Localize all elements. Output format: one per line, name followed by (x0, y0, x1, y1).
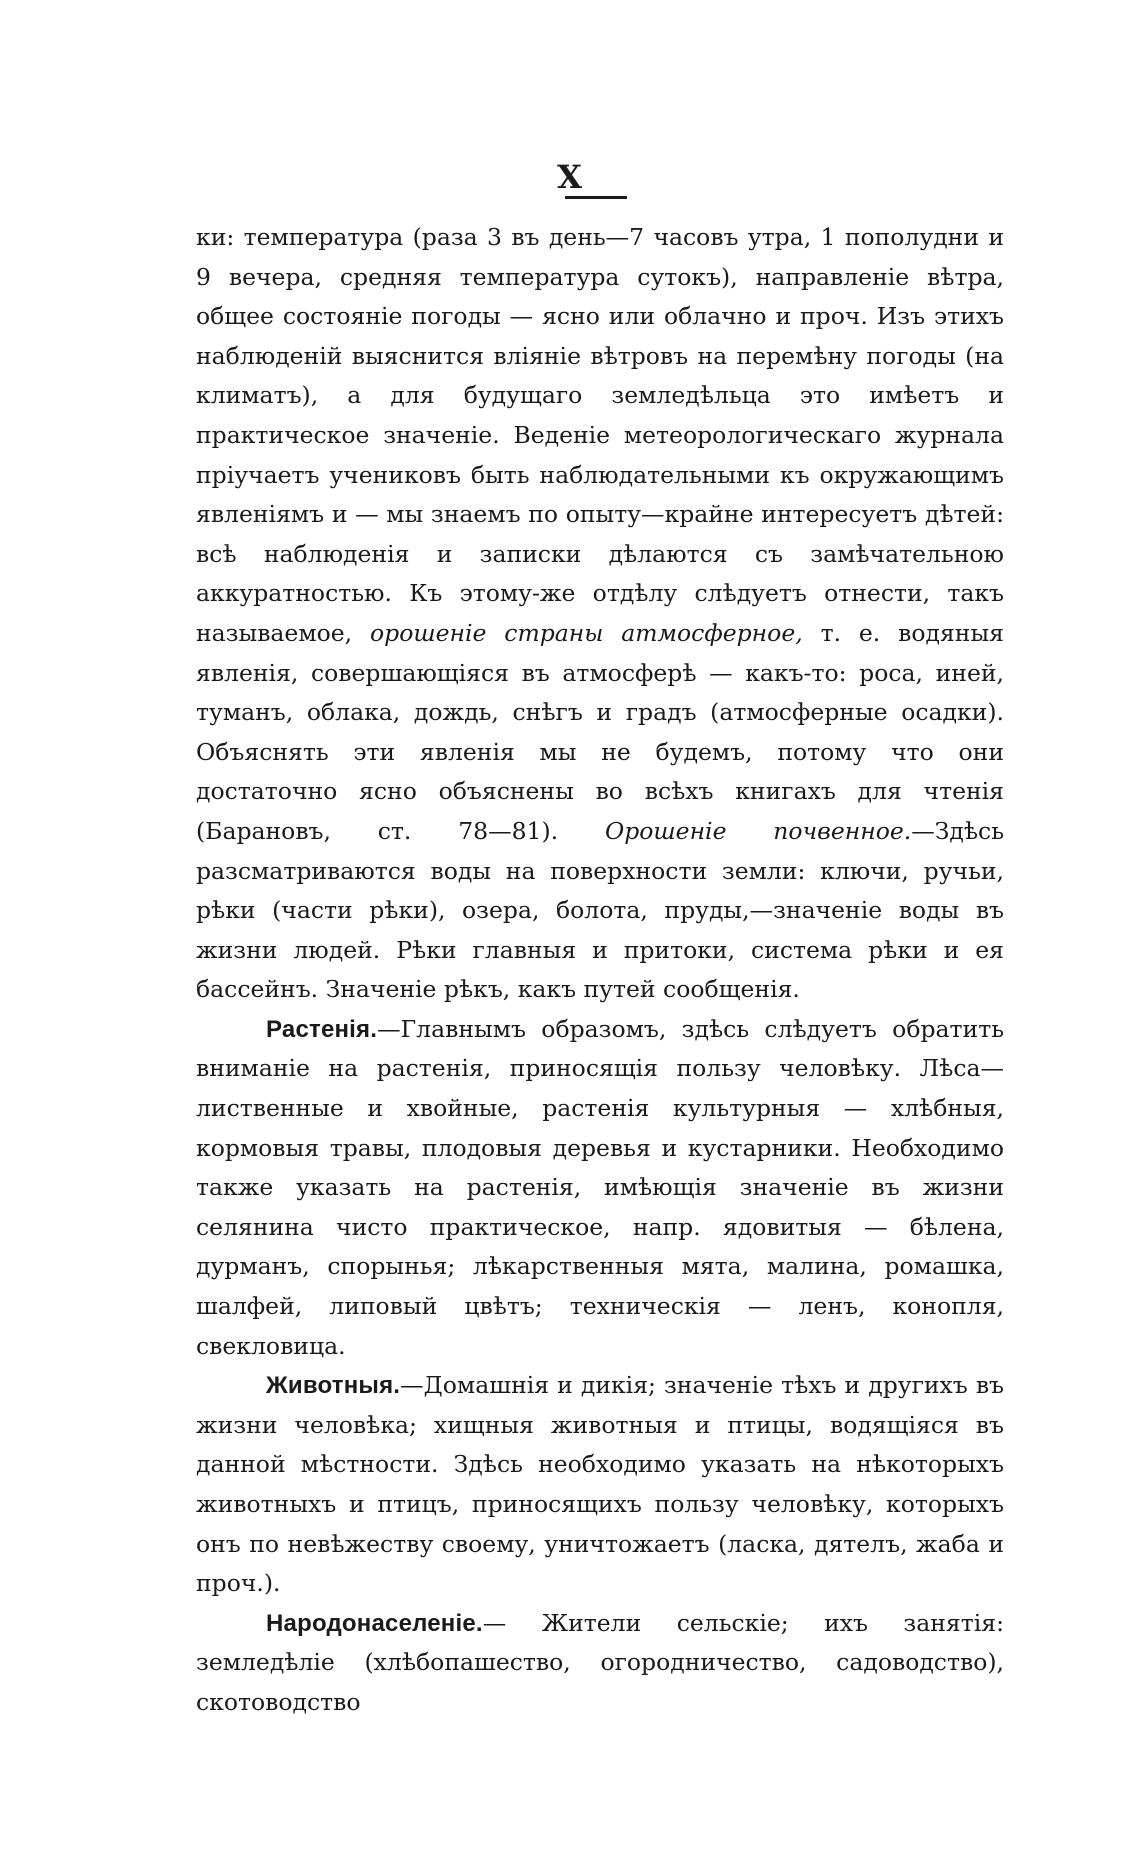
paragraph-text: ки: температура (раза 3 въ день—7 часовъ утра, 1 пополудни и 9 вечера, средняя температура сутокъ), направленіе вѣтра, общее состояніе погоды — ясно или облачно и проч. Изъ этихъ наблюденій выяснится вліяніе вѣтровъ на перемѣну погоды (на климатъ), а для будущаго земледѣльца это имѣетъ и практическое значеніе. Веденіе метеорологическаго журнала пріучаетъ учениковъ быть наблюдательными къ окружающимъ явленіямъ и — мы знаемъ по опыту—крайне интересуетъ дѣтей: всѣ наблюденія и записки дѣлаются съ замѣчательною аккуратностью. Къ этому-же отдѣлу слѣдуетъ отнести, такъ называемое, (196, 223, 1004, 647)
page-number-underline (565, 196, 627, 199)
section-plants (196, 1010, 1004, 1366)
section-text: —Домашнія и дикія; значеніе тѣхъ и другихъ въ жизни человѣка; хищныя животныя и птицы, водящіяся въ данной мѣстности. Здѣсь необходимо указать на нѣкоторыхъ животныхъ и птицъ, приносящихъ пользу человѣку, которыхъ онъ по невѣжеству своему, уничтожаетъ (ласка, дятелъ, жаба и проч.). (196, 1371, 1004, 1598)
paragraph-text: —Здѣсь разсматриваются воды на поверхности земли: ключи, ручьи, рѣки (части рѣки), озера, болота, пруды,—значеніе воды въ жизни людей. Рѣки главныя и притоки, система рѣки и ея бассейнъ. Значеніе рѣкъ, какъ путей сообщенія. (196, 816, 1004, 1004)
section-text: —Главнымъ образомъ, здѣсь слѣдуетъ обратить вниманіе на растенія, приносящія пользу человѣку. Лѣса—лиственные и хвойные, растенія культурныя — хлѣбныя, кормовыя травы, плодовыя деревья и кустарники. Необходимо также указать на растенія, имѣющія значеніе въ жизни селянина чисто практическое, напр. ядовитыя — бѣлена, дурманъ, спорынья; лѣкарственныя мята, малина, ромашка, шалфей, липовый цвѣтъ; техническія — ленъ, конопля, свекловица. (196, 1014, 1004, 1360)
italic-term-atmospheric: орошеніе страны атмосферное, (370, 618, 803, 647)
italic-term-soil: Орошеніе почвенное. (604, 816, 912, 845)
section-heading-animals: Животныя. (266, 1372, 401, 1400)
page-number: X (557, 158, 583, 196)
section-text: — Жители сельскіе; ихъ занятія: земледѣліе (хлѣбопашество, огородничество, садоводство), скотоводство (196, 1608, 1004, 1716)
section-heading-plants: Растенія. (266, 1015, 378, 1043)
paragraph-climate (196, 218, 1004, 1010)
section-heading-population: Народонаселеніе. (266, 1609, 483, 1637)
section-population (196, 1604, 1004, 1723)
body-text (196, 218, 1004, 1723)
section-animals (196, 1366, 1004, 1604)
paragraph-text: т. е. водяныя явленія, совершающіяся въ атмосферѣ — какъ-то: роса, иней, туманъ, облака, дождь, снѣгъ и градъ (атмосферные осадки). Объяснять эти явленія мы не будемъ, потому что они достаточно ясно объяснены во всѣхъ книгахъ для чтенія (Барановъ, ст. 78—81). (196, 618, 1004, 845)
